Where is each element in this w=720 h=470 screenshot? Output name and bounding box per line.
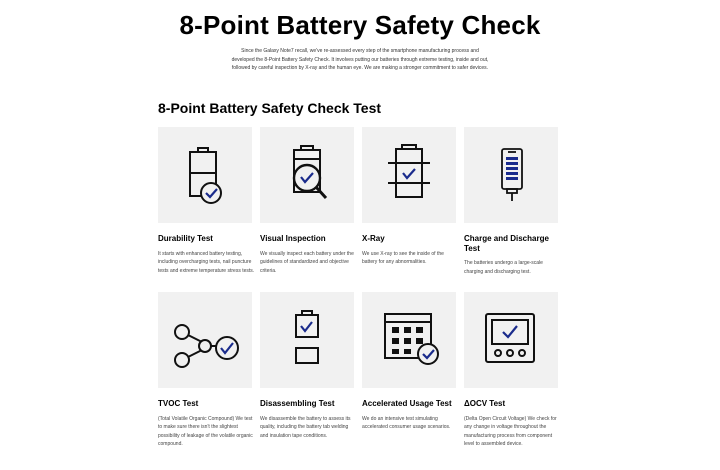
test-name: Visual Inspection xyxy=(260,234,326,243)
phone-charge-icon xyxy=(464,127,558,223)
intro-paragraph: Since the Galaxy Note7 recall, we've re-assessed every step of the smartphone manufacturing process and developed the 8-Point Battery Safety Check. It involves putting our batteries through extreme testing, inside and out, followed by careful inspection by X-ray and the human eye. We are making a stronger commitment to safer devices. xyxy=(231,48,489,72)
meter-check-icon xyxy=(464,292,558,388)
test-name: X-Ray xyxy=(362,234,385,243)
test-card-delta-ocv xyxy=(464,292,562,449)
test-description: It starts with enhanced battery testing, including overcharging tests, nail puncture tests and extreme temperature stress tests. xyxy=(158,250,255,274)
molecule-check-icon xyxy=(158,292,252,388)
test-card-xray xyxy=(362,127,460,267)
test-description: We do an intensive test simulating accelerated consumer usage scenarios. xyxy=(362,415,451,431)
battery-check-icon xyxy=(158,127,252,223)
test-description: We use X-ray to see the inside of the battery for any abnormalities. xyxy=(362,250,444,266)
test-card-tvoc xyxy=(158,292,256,449)
test-description: We disassemble the battery to assess its quality, including the battery tab welding and insulation tape conditions. xyxy=(260,415,351,439)
test-name: Disassembling Test xyxy=(260,399,335,408)
test-card-charge-discharge xyxy=(464,127,562,276)
test-description: (Delta Open Circuit Voltage) We check for any change in voltage throughout the manufacturing process from component level to assembled device. xyxy=(464,415,557,448)
battery-parts-icon xyxy=(260,292,354,388)
test-name: Accelerated Usage Test xyxy=(362,399,452,408)
test-name: Charge and Discharge Test xyxy=(464,234,549,253)
magnifier-battery-icon xyxy=(260,127,354,223)
xray-battery-icon xyxy=(362,127,456,223)
test-name: Durability Test xyxy=(158,234,213,243)
test-card-visual-inspection xyxy=(260,127,358,275)
test-card-disassembling xyxy=(260,292,358,440)
test-name: TVOC Test xyxy=(158,399,199,408)
test-description: We visually inspect each battery under the guidelines of standardized and objective criteria. xyxy=(260,250,354,274)
test-description: The batteries undergo a large-scale charging and discharging test. xyxy=(464,260,543,275)
test-name: ΔOCV Test xyxy=(464,399,506,408)
section-title: 8-Point Battery Safety Check Test xyxy=(158,100,382,116)
test-card-accelerated-usage xyxy=(362,292,460,432)
test-description: (Total Volatile Organic Compound) We test to make sure there isn't the slightest possibility of leakage of the volatile organic compound. xyxy=(158,415,253,448)
calendar-check-icon xyxy=(362,292,456,388)
test-card-durability xyxy=(158,127,256,275)
page-title: 8-Point Battery Safety Check xyxy=(179,10,541,40)
